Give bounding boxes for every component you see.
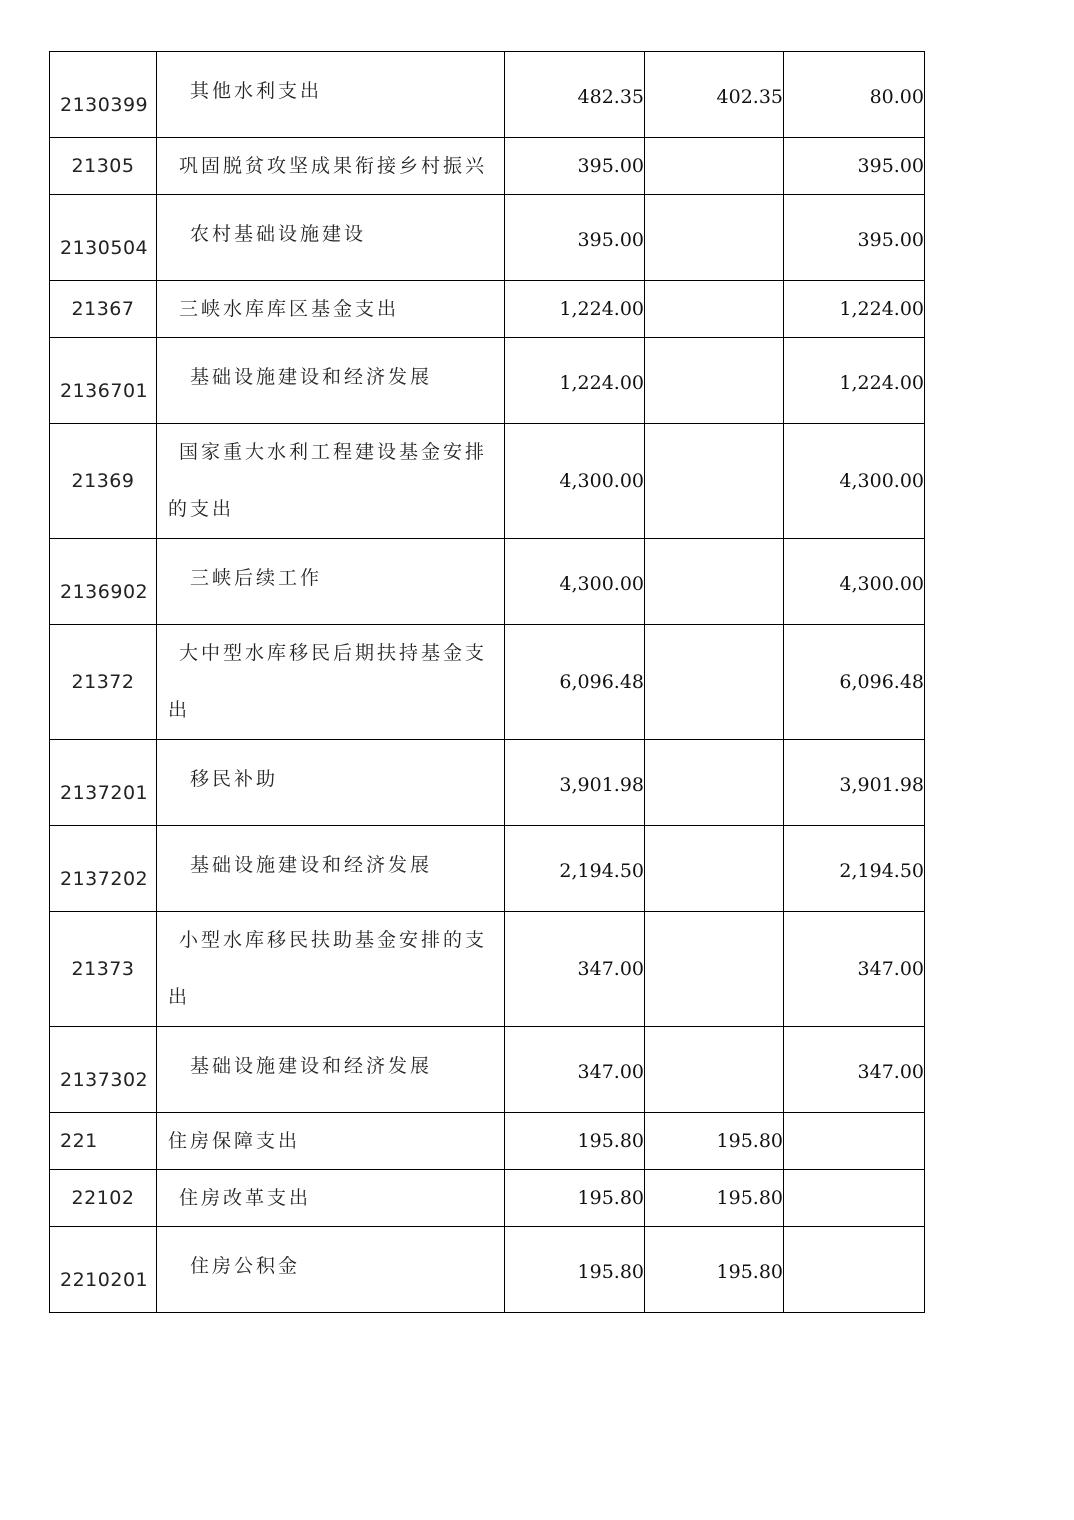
row-code: 221	[50, 1113, 157, 1170]
row-total: 395.00	[505, 138, 645, 195]
table-row	[50, 912, 925, 1027]
table-row	[50, 1227, 925, 1313]
row-project: 3,901.98	[784, 740, 925, 826]
row-code: 21372	[50, 625, 157, 740]
row-project: 347.00	[784, 1027, 925, 1113]
table-row	[50, 1027, 925, 1113]
row-total: 4,300.00	[505, 539, 645, 625]
row-total: 347.00	[505, 912, 645, 1027]
table-row	[50, 1170, 925, 1227]
row-total: 347.00	[505, 1027, 645, 1113]
row-code: 2130399	[50, 52, 157, 138]
table-row	[50, 424, 925, 539]
row-basic	[645, 740, 784, 826]
row-name: 住房公积金	[157, 1227, 505, 1313]
row-total: 395.00	[505, 195, 645, 281]
row-name: 巩固脱贫攻坚成果衔接乡村振兴	[157, 138, 505, 195]
row-project: 80.00	[784, 52, 925, 138]
table-row	[50, 625, 925, 740]
table-row	[50, 281, 925, 338]
row-code: 2137201	[50, 740, 157, 826]
row-total: 3,901.98	[505, 740, 645, 826]
row-total: 4,300.00	[505, 424, 645, 539]
table-row	[50, 195, 925, 281]
row-project	[784, 1113, 925, 1170]
row-project: 4,300.00	[784, 539, 925, 625]
row-name: 国家重大水利工程建设基金安排的支出	[157, 424, 505, 539]
table-row	[50, 338, 925, 424]
row-total: 1,224.00	[505, 338, 645, 424]
row-basic	[645, 338, 784, 424]
row-total: 482.35	[505, 52, 645, 138]
row-project: 6,096.48	[784, 625, 925, 740]
row-project: 2,194.50	[784, 826, 925, 912]
row-code: 2210201	[50, 1227, 157, 1313]
row-project: 1,224.00	[784, 338, 925, 424]
row-basic	[645, 1027, 784, 1113]
row-total: 195.80	[505, 1227, 645, 1313]
row-basic	[645, 912, 784, 1027]
row-basic	[645, 539, 784, 625]
row-project: 4,300.00	[784, 424, 925, 539]
row-name: 基础设施建设和经济发展	[157, 826, 505, 912]
row-basic	[645, 138, 784, 195]
row-code: 2137302	[50, 1027, 157, 1113]
row-project: 1,224.00	[784, 281, 925, 338]
row-project	[784, 1170, 925, 1227]
row-name: 基础设施建设和经济发展	[157, 1027, 505, 1113]
row-basic	[645, 424, 784, 539]
row-project: 347.00	[784, 912, 925, 1027]
row-basic	[645, 625, 784, 740]
row-basic: 195.80	[645, 1227, 784, 1313]
row-name: 大中型水库移民后期扶持基金支出	[157, 625, 505, 740]
row-total: 195.80	[505, 1113, 645, 1170]
row-name: 小型水库移民扶助基金安排的支出	[157, 912, 505, 1027]
row-basic	[645, 195, 784, 281]
table-row	[50, 1113, 925, 1170]
row-total: 195.80	[505, 1170, 645, 1227]
row-name: 基础设施建设和经济发展	[157, 338, 505, 424]
row-name: 住房改革支出	[157, 1170, 505, 1227]
table-row	[50, 740, 925, 826]
row-basic	[645, 826, 784, 912]
row-project: 395.00	[784, 138, 925, 195]
row-total: 1,224.00	[505, 281, 645, 338]
budget-table	[49, 51, 925, 1313]
row-code: 2137202	[50, 826, 157, 912]
row-code: 22102	[50, 1170, 157, 1227]
row-name: 农村基础设施建设	[157, 195, 505, 281]
row-code: 2136902	[50, 539, 157, 625]
row-name: 三峡水库库区基金支出	[157, 281, 505, 338]
table-row	[50, 52, 925, 138]
row-code: 21373	[50, 912, 157, 1027]
table-row	[50, 539, 925, 625]
row-name: 其他水利支出	[157, 52, 505, 138]
row-code: 21369	[50, 424, 157, 539]
row-total: 6,096.48	[505, 625, 645, 740]
table-row	[50, 138, 925, 195]
row-basic: 195.80	[645, 1170, 784, 1227]
table-row	[50, 826, 925, 912]
row-project	[784, 1227, 925, 1313]
row-name: 住房保障支出	[157, 1113, 505, 1170]
row-basic	[645, 281, 784, 338]
row-name: 移民补助	[157, 740, 505, 826]
row-code: 21305	[50, 138, 157, 195]
row-code: 2130504	[50, 195, 157, 281]
row-name: 三峡后续工作	[157, 539, 505, 625]
row-basic: 402.35	[645, 52, 784, 138]
row-code: 2136701	[50, 338, 157, 424]
row-code: 21367	[50, 281, 157, 338]
row-project: 395.00	[784, 195, 925, 281]
row-total: 2,194.50	[505, 826, 645, 912]
row-basic: 195.80	[645, 1113, 784, 1170]
